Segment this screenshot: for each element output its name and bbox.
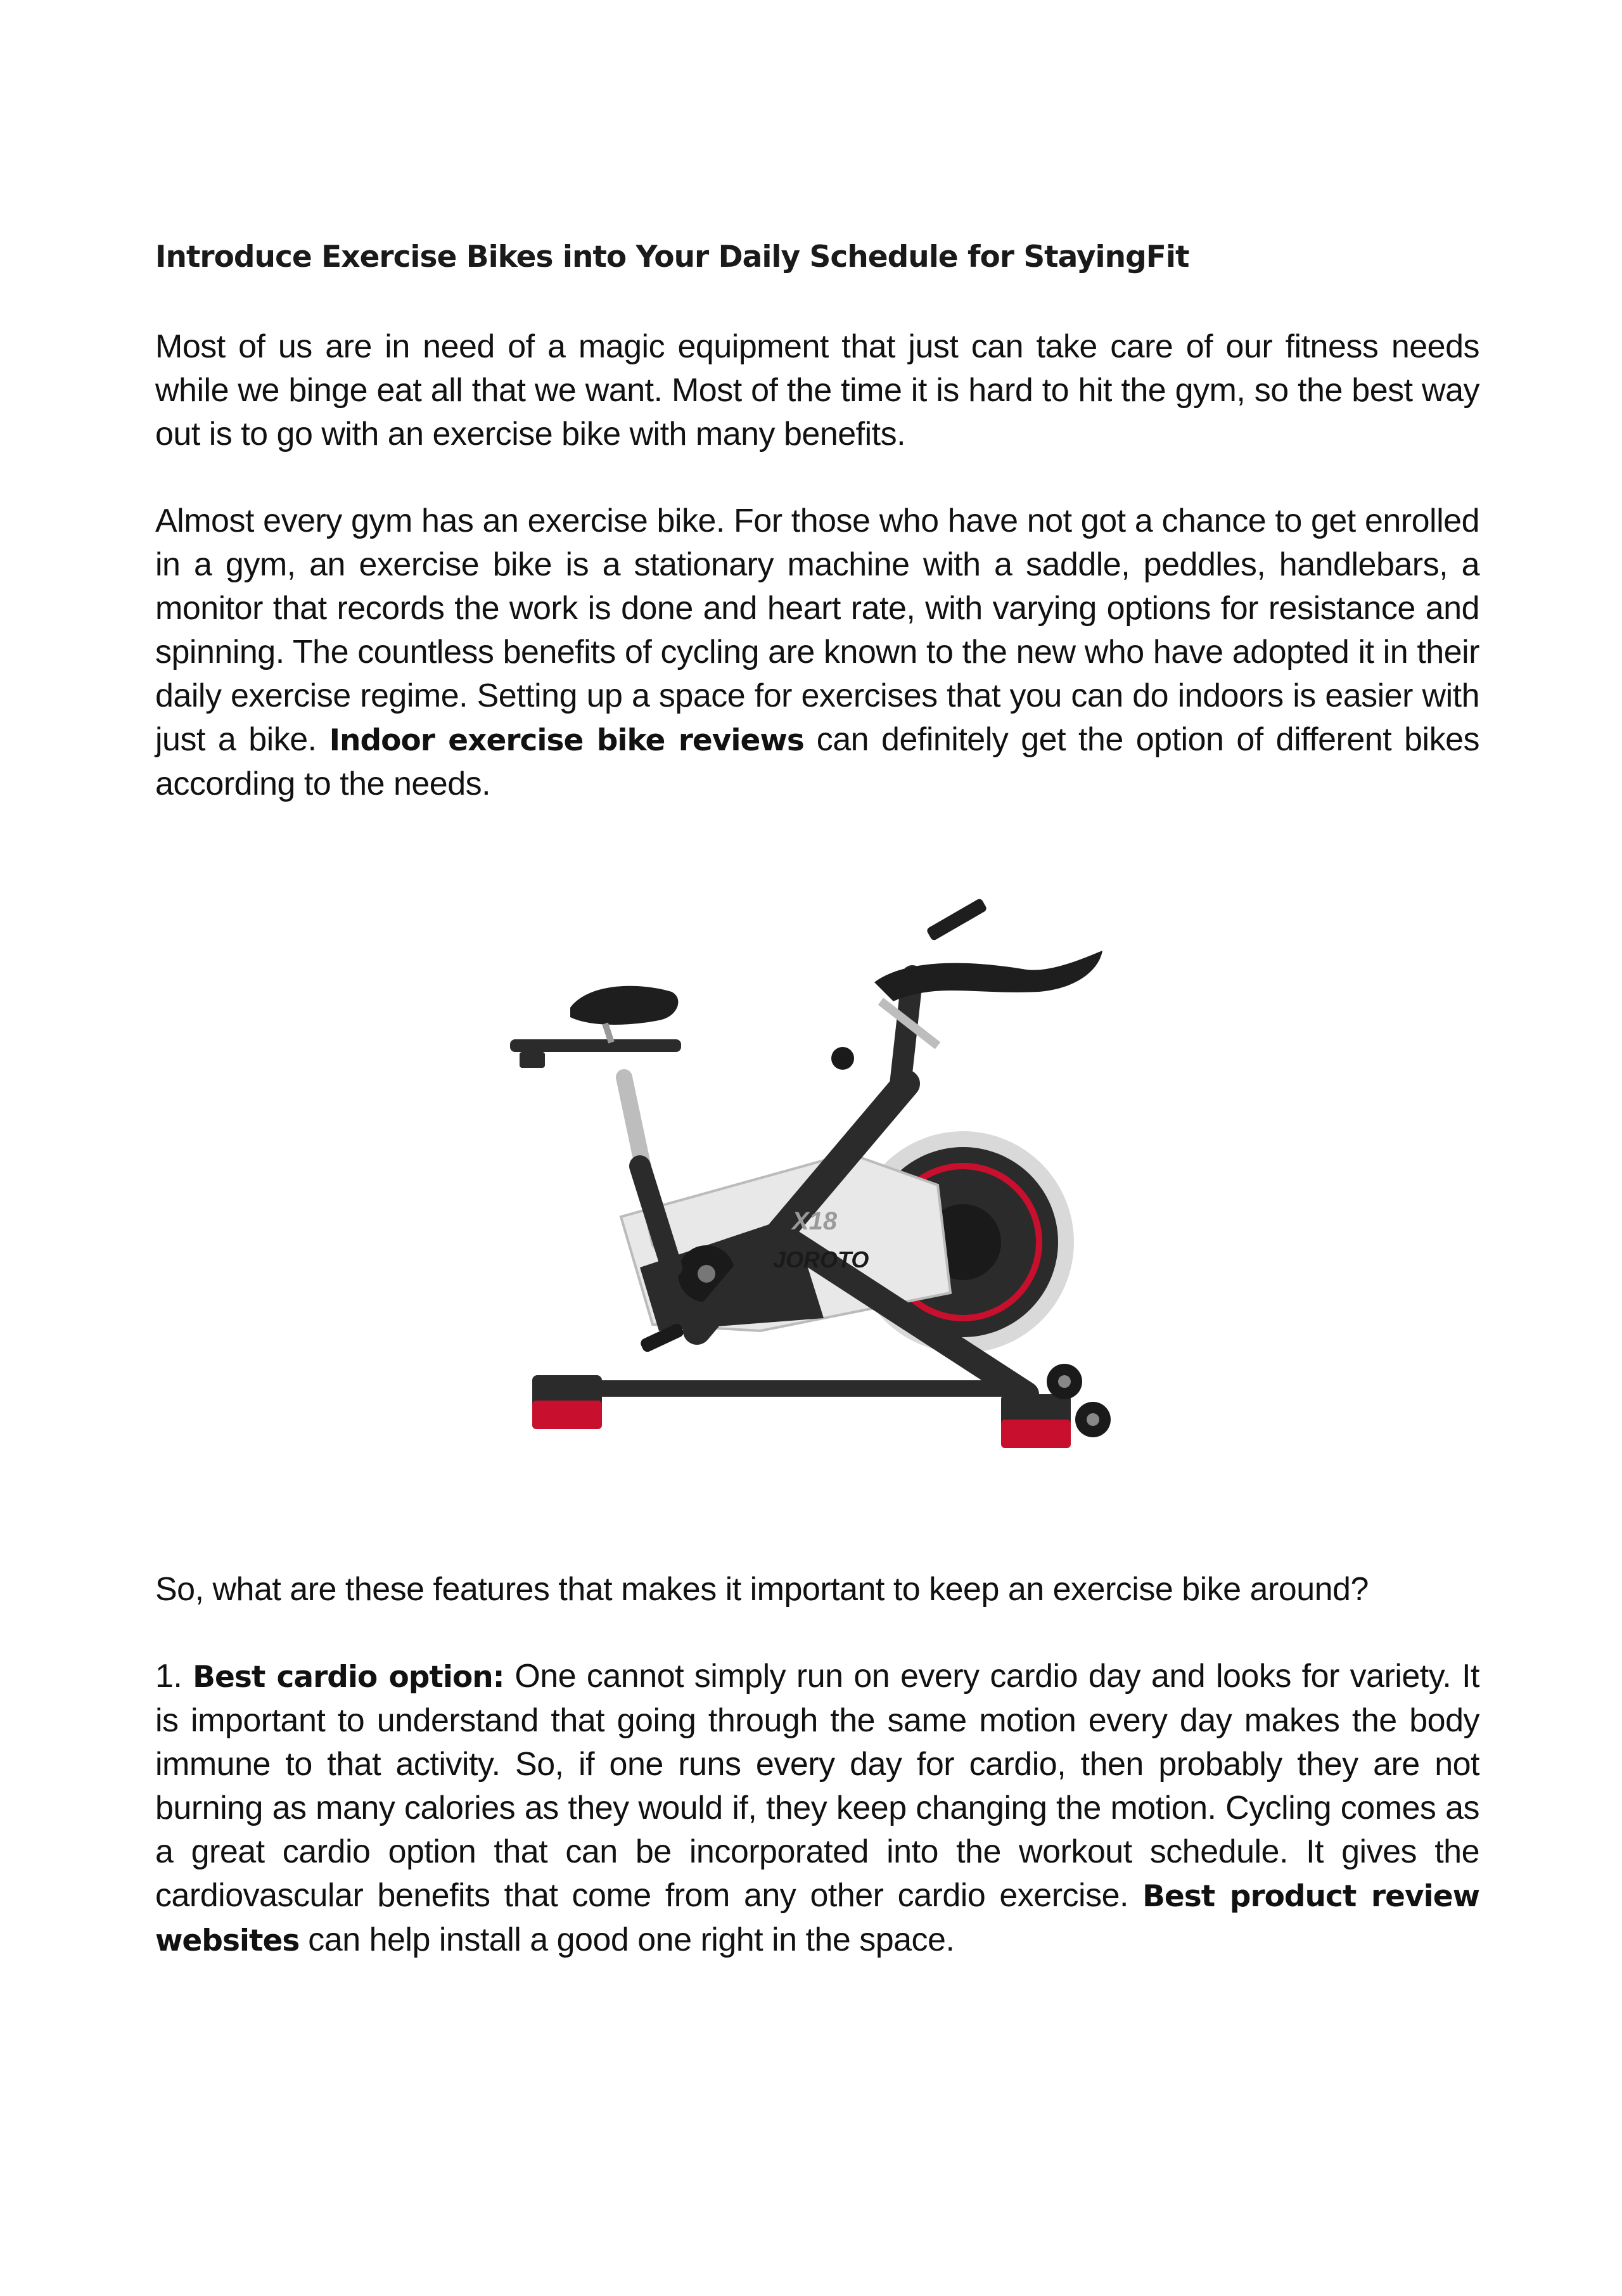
front-foot-cap (1001, 1420, 1071, 1448)
product-review-websites-link[interactable]: Best product review websites (155, 1879, 1480, 1958)
exercise-bike-image (494, 887, 1140, 1470)
feature-text: can help install a good one right in the space. (299, 1921, 955, 1958)
bike-description-paragraph (155, 499, 1479, 806)
page-title: Introduce Exercise Bikes into Your Daily Schedule for StayingFit (155, 240, 1189, 274)
paragraph-text: can definitely get the option of different bikes according to the needs. (155, 721, 1479, 802)
feature-heading: Best cardio option: (193, 1660, 504, 1695)
list-number: 1. (155, 1658, 193, 1695)
bike-brand-label: JOROTO (773, 1247, 869, 1273)
features-question: So, what are these features that makes it important to keep an exercise bike around? (155, 1571, 1369, 1608)
indoor-bike-reviews-link[interactable]: Indoor exercise bike reviews (329, 723, 804, 758)
feature-item-cardio (155, 1655, 1479, 1963)
paragraph-text: Almost every gym has an exercise bike. For those who have not got a chance to get enrolled in a gym, an exercise bike is a stationary machine with a saddle, peddles, handlebars, a monitor that records the work is done and heart rate, with varying options for resistance and spinning. The countless benefits of cycling are known to the new who have adopted it in their daily exercise regime. Setting up a space for exercises that you can do indoors is easier with just a bike. (155, 503, 1479, 758)
intro-paragraph: Most of us are in need of a magic equipment that just can take care of our fitness needs while we binge eat all that we want. Most of the time it is hard to hit the gym, so the best way out is to go with an exercise bike with many benefits. (155, 328, 1479, 452)
feature-text: One cannot simply run on every cardio day and looks for variety. It is important to understand that going through the same motion every day makes the body immune to that activity. So, if one runs every day for cardio, then probably they are not burning as many calories as they would if, they keep changing the motion. Cycling comes as a great cardio option that can be incorporated into the workout schedule. It gives the cardiovascular benefits that come from any other cardio exercise. (155, 1658, 1479, 1914)
rear-foot-cap (532, 1401, 602, 1429)
bike-model-label: X18 (792, 1207, 838, 1235)
